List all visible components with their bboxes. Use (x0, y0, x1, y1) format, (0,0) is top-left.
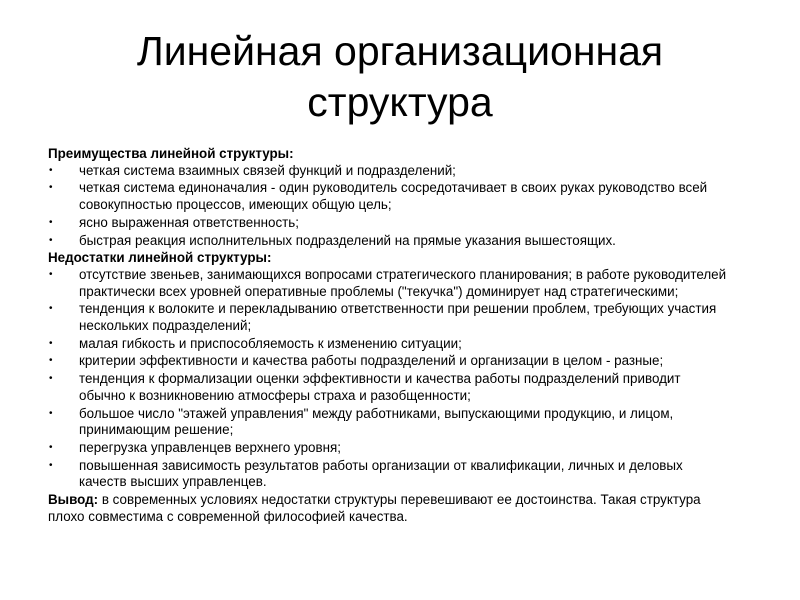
bullet-icon: • (49, 234, 53, 246)
advantages-item-text: быстрая реакция исполнительных подразделений на прямые указания вышестоящих. (79, 232, 616, 248)
bullet-icon: • (49, 355, 53, 367)
disadvantages-item-text: малая гибкость и приспособляемость к изменению ситуации; (79, 335, 462, 351)
disadvantages-item-text: перегрузка управленцев верхнего уровня; (79, 439, 341, 455)
slide-title-line-2: структура (307, 79, 493, 125)
bullet-icon: • (49, 373, 53, 385)
bullet-icon: • (49, 337, 53, 349)
bullet-icon: • (49, 268, 53, 280)
disadvantages-item-text: тенденция к формализации оценки эффективности и качества работы подразделений приводит обычно к возникновению атмосферы страха и разобщенности; (79, 371, 681, 403)
advantages-item (48, 180, 728, 213)
advantages-item-text: четкая система единоначалия - один руководитель сосредотачивает в своих руках руководство всей совокупностью процессов, имеющих общую цель; (79, 180, 708, 212)
disadvantages-item-text: отсутствие звеньев, занимающихся вопросами стратегического планирования; в работе руководителей практически всех уровней оперативные проблемы ("текучка") доминирует над стратегическими; (79, 266, 727, 299)
advantages-item (48, 215, 728, 232)
bullet-icon: • (49, 182, 53, 194)
advantages-item-text: ясно выраженная ответственность; (79, 214, 299, 230)
disadvantages-item (48, 458, 728, 491)
advantages-item-text: четкая система взаимных связей функций и подразделений; (79, 162, 456, 178)
conclusion-label: Вывод: (48, 492, 99, 508)
disadvantages-list (48, 267, 728, 491)
disadvantages-item (48, 267, 728, 300)
advantages-list (48, 163, 728, 250)
slide-title (0, 26, 800, 128)
advantages-item (48, 233, 728, 250)
disadvantages-item (48, 406, 728, 439)
disadvantages-heading: Недостатки линейной структуры: (48, 250, 272, 266)
slide-body (48, 146, 728, 525)
advantages-heading: Преимущества линейной структуры: (48, 146, 294, 161)
bullet-icon: • (49, 216, 53, 228)
bullet-icon: • (49, 459, 53, 471)
conclusion-text: в современных условиях недостатки структуры перевешивают ее достоинства. Такая структура плохо совместима с современной философией качества. (48, 492, 701, 524)
disadvantages-item-text: критерии эффективности и качества работы подразделений и организации в целом - разные; (79, 353, 664, 369)
disadvantages-item (48, 336, 728, 353)
bullet-icon: • (49, 303, 53, 315)
advantages-item (48, 163, 728, 180)
disadvantages-item (48, 440, 728, 457)
disadvantages-item (48, 353, 728, 370)
bullet-icon: • (49, 164, 53, 176)
conclusion (48, 492, 728, 525)
slide-title-line-1: Линейная организационная (136, 28, 664, 74)
disadvantages-item (48, 301, 728, 334)
bullet-icon: • (49, 407, 53, 419)
disadvantages-item (48, 371, 728, 404)
disadvantages-item-text: повышенная зависимость результатов работы организации от квалификации, личных и деловых качеств высших управленцев. (79, 457, 683, 490)
bullet-icon: • (49, 441, 53, 453)
disadvantages-item-text: большое число "этажей управления" между работниками, выпускающими продукцию, и лицом, принимающим решение; (79, 405, 674, 438)
disadvantages-item-text: тенденция к волоките и перекладыванию ответственности при решении проблем, требующих участия нескольких подразделений; (79, 301, 717, 333)
